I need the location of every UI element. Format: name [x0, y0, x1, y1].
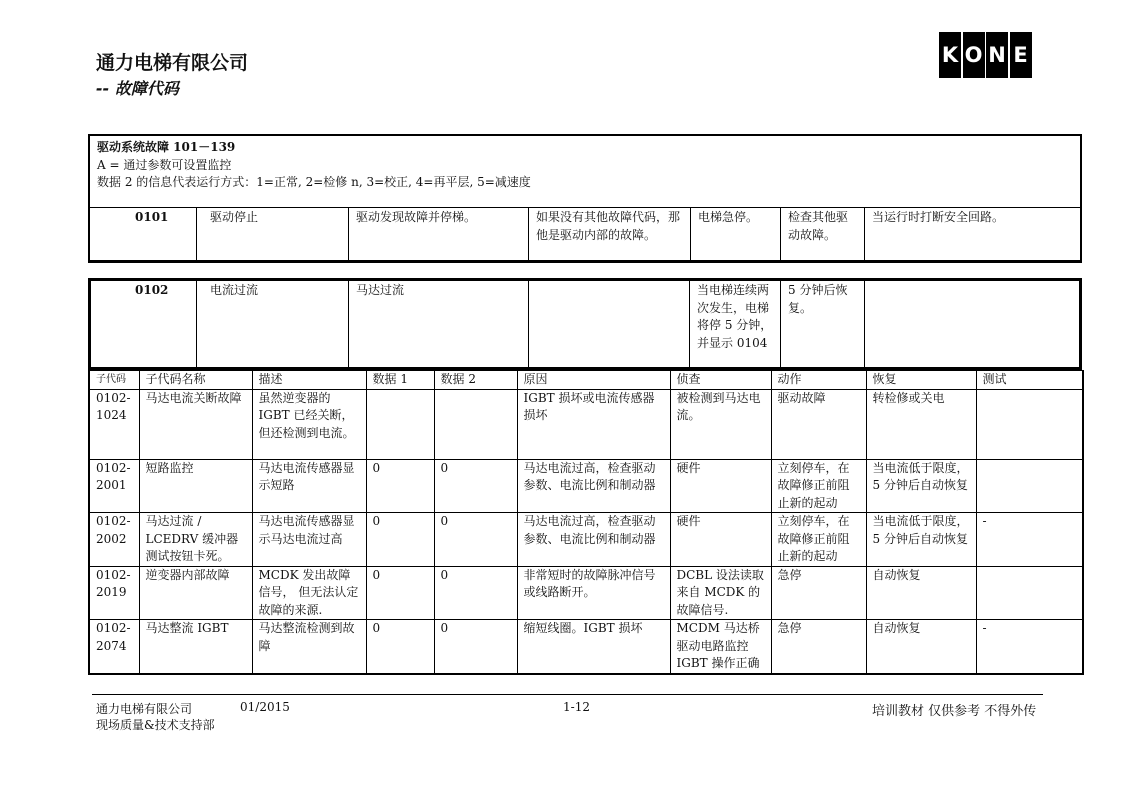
- cell-data2: [434, 389, 517, 459]
- col-header-name: 子代码名称: [139, 371, 252, 390]
- section-note-a: A = 通过参数可设置监控: [97, 157, 232, 172]
- cell-cause: IGBT 损坏或电流传感器损坏: [517, 389, 670, 459]
- cell-detect: MCDM 马达桥驱动电路监控 IGBT 操作正确: [670, 620, 771, 674]
- logo-letter: O: [963, 32, 985, 78]
- fault-name: 电流过流: [210, 283, 259, 297]
- cell-recovery: 自动恢复: [866, 566, 976, 620]
- fault-code: 0102: [135, 283, 169, 297]
- cell-test: -: [976, 513, 1083, 567]
- section-title: 驱动系统故障 101－139: [97, 140, 236, 154]
- cell-test: -: [976, 620, 1083, 674]
- footer-company: 通力电梯有限公司: [96, 702, 193, 716]
- cell-detect: 硬件: [670, 513, 771, 567]
- col-header-recovery: 恢复: [866, 371, 976, 390]
- cell-name: 短路监控: [139, 459, 252, 513]
- fault-action: 电梯急停。: [698, 210, 759, 224]
- cell-action: 急停: [771, 620, 866, 674]
- fault-name: 驱动停止: [210, 210, 259, 224]
- cell-code: 0102-2001: [89, 459, 139, 513]
- cell-recovery: 自动恢复: [866, 620, 976, 674]
- subcode-table: [88, 370, 1084, 675]
- table-row: [89, 620, 1083, 674]
- fault-action: 当电梯连续两次发生，电梯将停 5 分钟，并显示 0104: [697, 283, 773, 350]
- col-header-cause: 原因: [517, 371, 670, 390]
- cell-data1: 0: [366, 513, 434, 567]
- section-header: [97, 139, 531, 192]
- table-row: [89, 459, 1083, 513]
- cell-test: [976, 389, 1083, 459]
- cell-data1: 0: [366, 620, 434, 674]
- cell-desc: 马达电流传感器显示短路: [252, 459, 366, 513]
- fault-code: 0101: [135, 210, 169, 224]
- divider: [90, 207, 1080, 208]
- cell-detect: 硬件: [670, 459, 771, 513]
- col-header-data2: 数据 2: [434, 371, 517, 390]
- cell-code: 0102-2002: [89, 513, 139, 567]
- logo-letter: E: [1010, 32, 1032, 78]
- cell-cause: 非常短时的故障脉冲信号或线路断开。: [517, 566, 670, 620]
- col-header-desc: 描述: [252, 371, 366, 390]
- cell-action: 驱动故障: [771, 389, 866, 459]
- fault-description: 驱动发现故障并停梯。: [356, 210, 477, 224]
- cell-detect: 被检测到马达电流。: [670, 389, 771, 459]
- fault-description: 马达过流: [356, 283, 405, 297]
- table-row: [89, 566, 1083, 620]
- cell-code: 0102-2019: [89, 566, 139, 620]
- cell-data2: 0: [434, 513, 517, 567]
- cell-name: 马达整流 IGBT: [139, 620, 252, 674]
- table-row: [89, 389, 1083, 459]
- cell-detect: DCBL 设法读取来自 MCDK 的故障信号.: [670, 566, 771, 620]
- cell-code: 0102-2074: [89, 620, 139, 674]
- col-header-code: 子代码: [89, 371, 139, 390]
- kone-logo: [939, 32, 1032, 78]
- col-header-detect: 侦查: [670, 371, 771, 390]
- cell-data1: [366, 389, 434, 459]
- footer-department: 现场质量&技术支持部: [96, 718, 215, 732]
- cell-data2: 0: [434, 566, 517, 620]
- cell-action: 立刻停车，在故障修正前阻止新的起动: [771, 459, 866, 513]
- col-header-data1: 数据 1: [366, 371, 434, 390]
- cell-test: [976, 566, 1083, 620]
- logo-letter: K: [939, 32, 961, 78]
- cell-desc: 虽然逆变器的 IGBT 已经关断，但还检测到电流。: [252, 389, 366, 459]
- footer-date: 01/2015: [240, 700, 290, 714]
- document-subtitle: -- 故障代码: [96, 79, 179, 98]
- cell-data1: 0: [366, 566, 434, 620]
- cell-desc: 马达电流传感器显示马达电流过高: [252, 513, 366, 567]
- cell-data2: 0: [434, 459, 517, 513]
- cell-name: 马达过流 / LCEDRV 缓冲器测试按钮卡死。: [139, 513, 252, 567]
- fault-note: 当运行时打断安全回路。: [872, 210, 1005, 224]
- cell-cause: 缩短线圈。IGBT 损坏: [517, 620, 670, 674]
- table-header-row: [89, 371, 1083, 390]
- fault-0102-box: [88, 278, 1082, 370]
- cell-recovery: 当电流低于限度，5 分钟后自动恢复: [866, 513, 976, 567]
- cell-name: 马达电流关断故障: [139, 389, 252, 459]
- cell-code: 0102-1024: [89, 389, 139, 459]
- section-note-data2: 数据 2 的信息代表运行方式：1=正常, 2=检修 n, 3=校正, 4=再平层, 5=减速度: [97, 175, 531, 189]
- col-header-test: 测试: [976, 371, 1083, 390]
- footer-page-number: 1-12: [563, 700, 590, 714]
- cell-cause: 马达电流过高，检查驱动参数、电流比例和制动器: [517, 513, 670, 567]
- table-row: [89, 513, 1083, 567]
- fault-check: 检查其他驱动故障。: [788, 210, 849, 242]
- company-name: 通力电梯有限公司: [96, 52, 249, 74]
- fault-cause: 如果没有其他故障代码，那他是驱动内部的故障。: [536, 210, 681, 242]
- cell-desc: MCDK 发出故障信号， 但无法认定故障的来源.: [252, 566, 366, 620]
- footer-notice: 培训教材 仅供参考 不得外传: [872, 704, 1037, 719]
- footer-divider: [92, 694, 1043, 695]
- cell-action: 急停: [771, 566, 866, 620]
- cell-cause: 马达电流过高，检查驱动参数、电流比例和制动器: [517, 459, 670, 513]
- col-header-action: 动作: [771, 371, 866, 390]
- fault-recovery: 5 分钟后恢复。: [788, 283, 848, 315]
- cell-name: 逆变器内部故障: [139, 566, 252, 620]
- cell-desc: 马达整流检测到故障: [252, 620, 366, 674]
- cell-data1: 0: [366, 459, 434, 513]
- fault-section-box: [88, 134, 1082, 263]
- logo-letter: N: [986, 32, 1008, 78]
- cell-test: [976, 459, 1083, 513]
- cell-data2: 0: [434, 620, 517, 674]
- cell-recovery: 转检修或关电: [866, 389, 976, 459]
- cell-recovery: 当电流低于限度，5 分钟后自动恢复: [866, 459, 976, 513]
- cell-action: 立刻停车，在故障修正前阻止新的起动: [771, 513, 866, 567]
